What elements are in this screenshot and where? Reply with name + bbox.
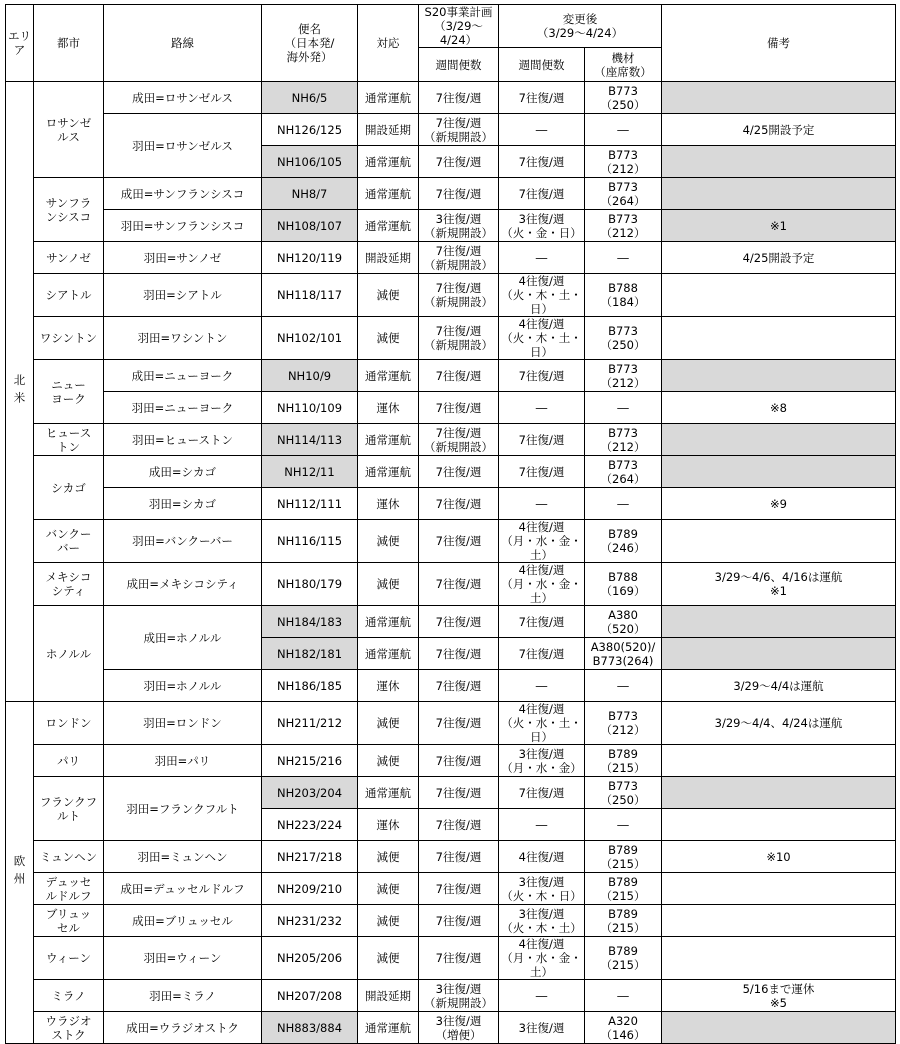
route-cell: 羽田=ミラノ [104,980,262,1012]
plan-weekly-cell: 7往復/週 [419,606,499,638]
table-row [6,114,896,146]
route-cell: 成田=ウラジオストク [104,1012,262,1044]
route-cell: 成田=サンフランシスコ [104,178,262,210]
remarks-cell [662,873,896,905]
area-cell: 欧州 [6,702,34,1044]
remarks-cell: 3/29～4/6、4/16は運航 ※1 [662,563,896,606]
flight-number-cell: NH217/218 [262,841,358,873]
after-weekly-cell: 3往復/週 （月・水・金） [499,745,585,777]
table-row [6,456,896,488]
plan-weekly-cell: 7往復/週 [419,82,499,114]
table-row [6,242,896,274]
table-row [6,937,896,980]
action-cell: 通常運航 [358,638,419,670]
table-row [6,777,896,809]
header-action: 対応 [358,5,419,82]
route-cell: 羽田=ミュンヘン [104,841,262,873]
action-cell: 減便 [358,702,419,745]
after-weekly-cell: ― [499,242,585,274]
remarks-cell [662,274,896,317]
flight-number-cell: NH106/105 [262,146,358,178]
aircraft-cell: B773 （250） [585,317,662,360]
plan-weekly-cell: 7往復/週 [419,146,499,178]
table-row [6,520,896,563]
table-row [6,82,896,114]
remarks-cell [662,520,896,563]
remarks-cell [662,317,896,360]
route-cell: 羽田=ヒューストン [104,424,262,456]
city-cell: メキシコ シティ [34,563,104,606]
aircraft-cell: B789 （246） [585,520,662,563]
remarks-cell: ※10 [662,841,896,873]
flight-number-cell: NH6/5 [262,82,358,114]
flight-number-cell: NH12/11 [262,456,358,488]
remarks-cell [662,424,896,456]
route-cell: 成田=ブリュッセル [104,905,262,937]
after-weekly-cell: ― [499,980,585,1012]
city-cell: デュッセ ルドルフ [34,873,104,905]
aircraft-cell: A380(520)/ B773(264) [585,638,662,670]
aircraft-cell: ― [585,809,662,841]
route-cell: 羽田=サンノゼ [104,242,262,274]
remarks-cell: ※9 [662,488,896,520]
aircraft-cell: B773 （212） [585,424,662,456]
aircraft-cell: ― [585,114,662,146]
aircraft-cell: B773 （250） [585,82,662,114]
city-cell: ミラノ [34,980,104,1012]
plan-weekly-cell: 7往復/週 （新規開設） [419,424,499,456]
flight-number-cell: NH102/101 [262,317,358,360]
plan-weekly-cell: 7往復/週 [419,670,499,702]
header-flight: 便名 （日本発/ 海外発） [262,5,358,82]
action-cell: 運休 [358,488,419,520]
city-cell: ワシントン [34,317,104,360]
route-cell: 羽田=サンフランシスコ [104,210,262,242]
route-cell: 成田=ニューヨーク [104,360,262,392]
table-row [6,745,896,777]
header-remarks: 備考 [662,5,896,82]
route-cell: 羽田=バンクーバー [104,520,262,563]
table-row [6,392,896,424]
plan-weekly-cell: 7往復/週 [419,777,499,809]
table-row [6,488,896,520]
action-cell: 開設延期 [358,980,419,1012]
city-cell: ミュンヘン [34,841,104,873]
flight-number-cell: NH883/884 [262,1012,358,1044]
after-weekly-cell: 3往復/週 （火・金・日） [499,210,585,242]
plan-weekly-cell: 7往復/週 [419,841,499,873]
route-cell: 成田=ロサンゼルス [104,82,262,114]
table-row [6,980,896,1012]
flight-number-cell: NH10/9 [262,360,358,392]
after-weekly-cell: ― [499,670,585,702]
action-cell: 減便 [358,317,419,360]
aircraft-cell: B773 （250） [585,777,662,809]
city-cell: パリ [34,745,104,777]
flight-number-cell: NH231/232 [262,905,358,937]
table-row [6,563,896,606]
route-cell: 羽田=ロンドン [104,702,262,745]
action-cell: 減便 [358,274,419,317]
after-weekly-cell: ― [499,488,585,520]
after-weekly-cell: ― [499,392,585,424]
remarks-cell [662,777,896,809]
after-weekly-cell: 7往復/週 [499,777,585,809]
flight-number-cell: NH205/206 [262,937,358,980]
action-cell: 減便 [358,745,419,777]
after-weekly-cell: 7往復/週 [499,360,585,392]
after-weekly-cell: 7往復/週 [499,606,585,638]
remarks-cell [662,82,896,114]
flight-number-cell: NH223/224 [262,809,358,841]
header-plan-weekly: 週間便数 [419,48,499,82]
action-cell: 通常運航 [358,777,419,809]
action-cell: 通常運航 [358,210,419,242]
aircraft-cell: B773 （264） [585,178,662,210]
remarks-cell [662,905,896,937]
remarks-cell [662,456,896,488]
plan-weekly-cell: 7往復/週 [419,520,499,563]
remarks-cell: 5/16まで運休 ※5 [662,980,896,1012]
flight-number-cell: NH108/107 [262,210,358,242]
flight-number-cell: NH186/185 [262,670,358,702]
aircraft-cell: B788 （184） [585,274,662,317]
remarks-cell [662,178,896,210]
route-cell: 羽田=ウィーン [104,937,262,980]
after-weekly-cell: 7往復/週 [499,424,585,456]
table-row [6,317,896,360]
table-row [6,841,896,873]
flight-number-cell: NH180/179 [262,563,358,606]
remarks-cell: 3/29～4/4は運航 [662,670,896,702]
route-cell: 羽田=ホノルル [104,670,262,702]
aircraft-cell: A320 （146） [585,1012,662,1044]
city-cell: ウラジオ ストク [34,1012,104,1044]
route-cell: 成田=デュッセルドルフ [104,873,262,905]
flight-number-cell: NH116/115 [262,520,358,563]
aircraft-cell: B788 （169） [585,563,662,606]
city-cell: ロサンゼ ルス [34,82,104,178]
city-cell: ブリュッ セル [34,905,104,937]
city-cell: ヒュース トン [34,424,104,456]
table-row [6,606,896,638]
action-cell: 通常運航 [358,82,419,114]
after-weekly-cell: 4往復/週 （月・水・金・土） [499,520,585,563]
flight-schedule-table [5,4,896,1044]
action-cell: 通常運航 [358,1012,419,1044]
action-cell: 減便 [358,937,419,980]
route-cell: 成田=シカゴ [104,456,262,488]
after-weekly-cell: 3往復/週 （火・木・土） [499,905,585,937]
plan-weekly-cell: 7往復/週 [419,456,499,488]
flight-number-cell: NH211/212 [262,702,358,745]
flight-number-cell: NH114/113 [262,424,358,456]
action-cell: 開設延期 [358,114,419,146]
action-cell: 減便 [358,563,419,606]
aircraft-cell: ― [585,242,662,274]
plan-weekly-cell: 3往復/週 （新規開設） [419,980,499,1012]
action-cell: 運休 [358,670,419,702]
after-weekly-cell: 7往復/週 [499,82,585,114]
remarks-cell [662,937,896,980]
remarks-cell: ※1 [662,210,896,242]
table-row [6,178,896,210]
aircraft-cell: B789 （215） [585,841,662,873]
table-row [6,905,896,937]
route-cell: 羽田=ワシントン [104,317,262,360]
action-cell: 減便 [358,905,419,937]
route-cell: 成田=ホノルル [104,606,262,670]
remarks-cell [662,360,896,392]
action-cell: 通常運航 [358,424,419,456]
action-cell: 開設延期 [358,242,419,274]
table-row [6,873,896,905]
aircraft-cell: B773 （212） [585,210,662,242]
header-aircraft: 機材 （座席数） [585,48,662,82]
after-weekly-cell: 4往復/週 [499,841,585,873]
route-cell: 羽田=ロサンゼルス [104,114,262,178]
aircraft-cell: B773 （264） [585,456,662,488]
aircraft-cell: ― [585,670,662,702]
city-cell: フランクフ ルト [34,777,104,841]
schedule-table-body [6,82,896,1044]
aircraft-cell: B789 （215） [585,873,662,905]
city-cell: サンフラ ンシスコ [34,178,104,242]
flight-number-cell: NH207/208 [262,980,358,1012]
plan-weekly-cell: 7往復/週 [419,873,499,905]
aircraft-cell: B773 （212） [585,360,662,392]
remarks-cell [662,606,896,638]
remarks-cell: 4/25開設予定 [662,114,896,146]
flight-number-cell: NH112/111 [262,488,358,520]
city-cell: ウィーン [34,937,104,980]
header-area: エリア [6,5,34,82]
city-cell: バンクー バー [34,520,104,563]
plan-weekly-cell: 7往復/週 （新規開設） [419,317,499,360]
plan-weekly-cell: 7往復/週 [419,488,499,520]
flight-number-cell: NH110/109 [262,392,358,424]
schedule-table-wrapper [5,4,895,1042]
route-cell: 羽田=ニューヨーク [104,392,262,424]
after-weekly-cell: 7往復/週 [499,456,585,488]
action-cell: 通常運航 [358,456,419,488]
after-weekly-cell: 4往復/週 （火・水・土・日） [499,702,585,745]
after-weekly-cell: ― [499,114,585,146]
aircraft-cell: B789 （215） [585,937,662,980]
flight-number-cell: NH126/125 [262,114,358,146]
after-weekly-cell: 4往復/週 （月・水・金・土） [499,937,585,980]
remarks-cell: ※8 [662,392,896,424]
plan-weekly-cell: 7往復/週 [419,905,499,937]
action-cell: 減便 [358,841,419,873]
remarks-cell [662,146,896,178]
header-after-weekly: 週間便数 [499,48,585,82]
after-weekly-cell: 4往復/週 （火・木・土・日） [499,317,585,360]
flight-number-cell: NH182/181 [262,638,358,670]
action-cell: 通常運航 [358,360,419,392]
city-cell: ロンドン [34,702,104,745]
table-row [6,670,896,702]
header-after: 変更後 （3/29～4/24） [499,5,662,48]
flight-number-cell: NH8/7 [262,178,358,210]
aircraft-cell: B789 （215） [585,905,662,937]
plan-weekly-cell: 7往復/週 [419,638,499,670]
remarks-cell: 4/25開設予定 [662,242,896,274]
action-cell: 通常運航 [358,178,419,210]
remarks-cell [662,1012,896,1044]
plan-weekly-cell: 3往復/週 （新規開設） [419,210,499,242]
action-cell: 減便 [358,520,419,563]
after-weekly-cell: 3往復/週 （火・木・日） [499,873,585,905]
action-cell: 減便 [358,873,419,905]
flight-number-cell: NH203/204 [262,777,358,809]
route-cell: 羽田=シカゴ [104,488,262,520]
aircraft-cell: ― [585,980,662,1012]
flight-number-cell: NH120/119 [262,242,358,274]
plan-weekly-cell: 7往復/週 （新規開設） [419,242,499,274]
plan-weekly-cell: 7往復/週 [419,809,499,841]
table-row [6,210,896,242]
city-cell: サンノゼ [34,242,104,274]
aircraft-cell: ― [585,488,662,520]
route-cell: 成田=メキシコシティ [104,563,262,606]
flight-number-cell: NH118/117 [262,274,358,317]
plan-weekly-cell: 7往復/週 [419,937,499,980]
action-cell: 通常運航 [358,146,419,178]
remarks-cell: 3/29～4/4、4/24は運航 [662,702,896,745]
after-weekly-cell: 4往復/週 （火・木・土・日） [499,274,585,317]
action-cell: 運休 [358,809,419,841]
table-row [6,424,896,456]
city-cell: ニュー ヨーク [34,360,104,424]
action-cell: 通常運航 [358,606,419,638]
route-cell: 羽田=シアトル [104,274,262,317]
remarks-cell [662,809,896,841]
plan-weekly-cell: 7往復/週 [419,360,499,392]
aircraft-cell: B773 （212） [585,702,662,745]
after-weekly-cell: ― [499,809,585,841]
header-city: 都市 [34,5,104,82]
plan-weekly-cell: 7往復/週 （新規開設） [419,114,499,146]
aircraft-cell: A380 （520） [585,606,662,638]
plan-weekly-cell: 7往復/週 [419,745,499,777]
city-cell: ホノルル [34,606,104,702]
city-cell: シカゴ [34,456,104,520]
after-weekly-cell: 7往復/週 [499,638,585,670]
area-cell: 北米 [6,82,34,702]
plan-weekly-cell: 7往復/週 [419,178,499,210]
action-cell: 運休 [358,392,419,424]
table-row [6,702,896,745]
flight-number-cell: NH184/183 [262,606,358,638]
remarks-cell [662,745,896,777]
table-row [6,274,896,317]
after-weekly-cell: 7往復/週 [499,178,585,210]
plan-weekly-cell: 7往復/週 [419,392,499,424]
plan-weekly-cell: 7往復/週 [419,563,499,606]
route-cell: 羽田=フランクフルト [104,777,262,841]
flight-number-cell: NH215/216 [262,745,358,777]
aircraft-cell: ― [585,392,662,424]
after-weekly-cell: 7往復/週 [499,146,585,178]
plan-weekly-cell: 7往復/週 [419,702,499,745]
after-weekly-cell: 3往復/週 [499,1012,585,1044]
city-cell: シアトル [34,274,104,317]
flight-number-cell: NH209/210 [262,873,358,905]
table-row [6,1012,896,1044]
route-cell: 羽田=パリ [104,745,262,777]
aircraft-cell: B789 （215） [585,745,662,777]
plan-weekly-cell: 3往復/週 （増便） [419,1012,499,1044]
header-plan: S20事業計画 （3/29～4/24） [419,5,499,48]
plan-weekly-cell: 7往復/週 （新規開設） [419,274,499,317]
after-weekly-cell: 4往復/週 （月・水・金・土） [499,563,585,606]
aircraft-cell: B773 （212） [585,146,662,178]
table-row [6,360,896,392]
header-route: 路線 [104,5,262,82]
remarks-cell [662,638,896,670]
